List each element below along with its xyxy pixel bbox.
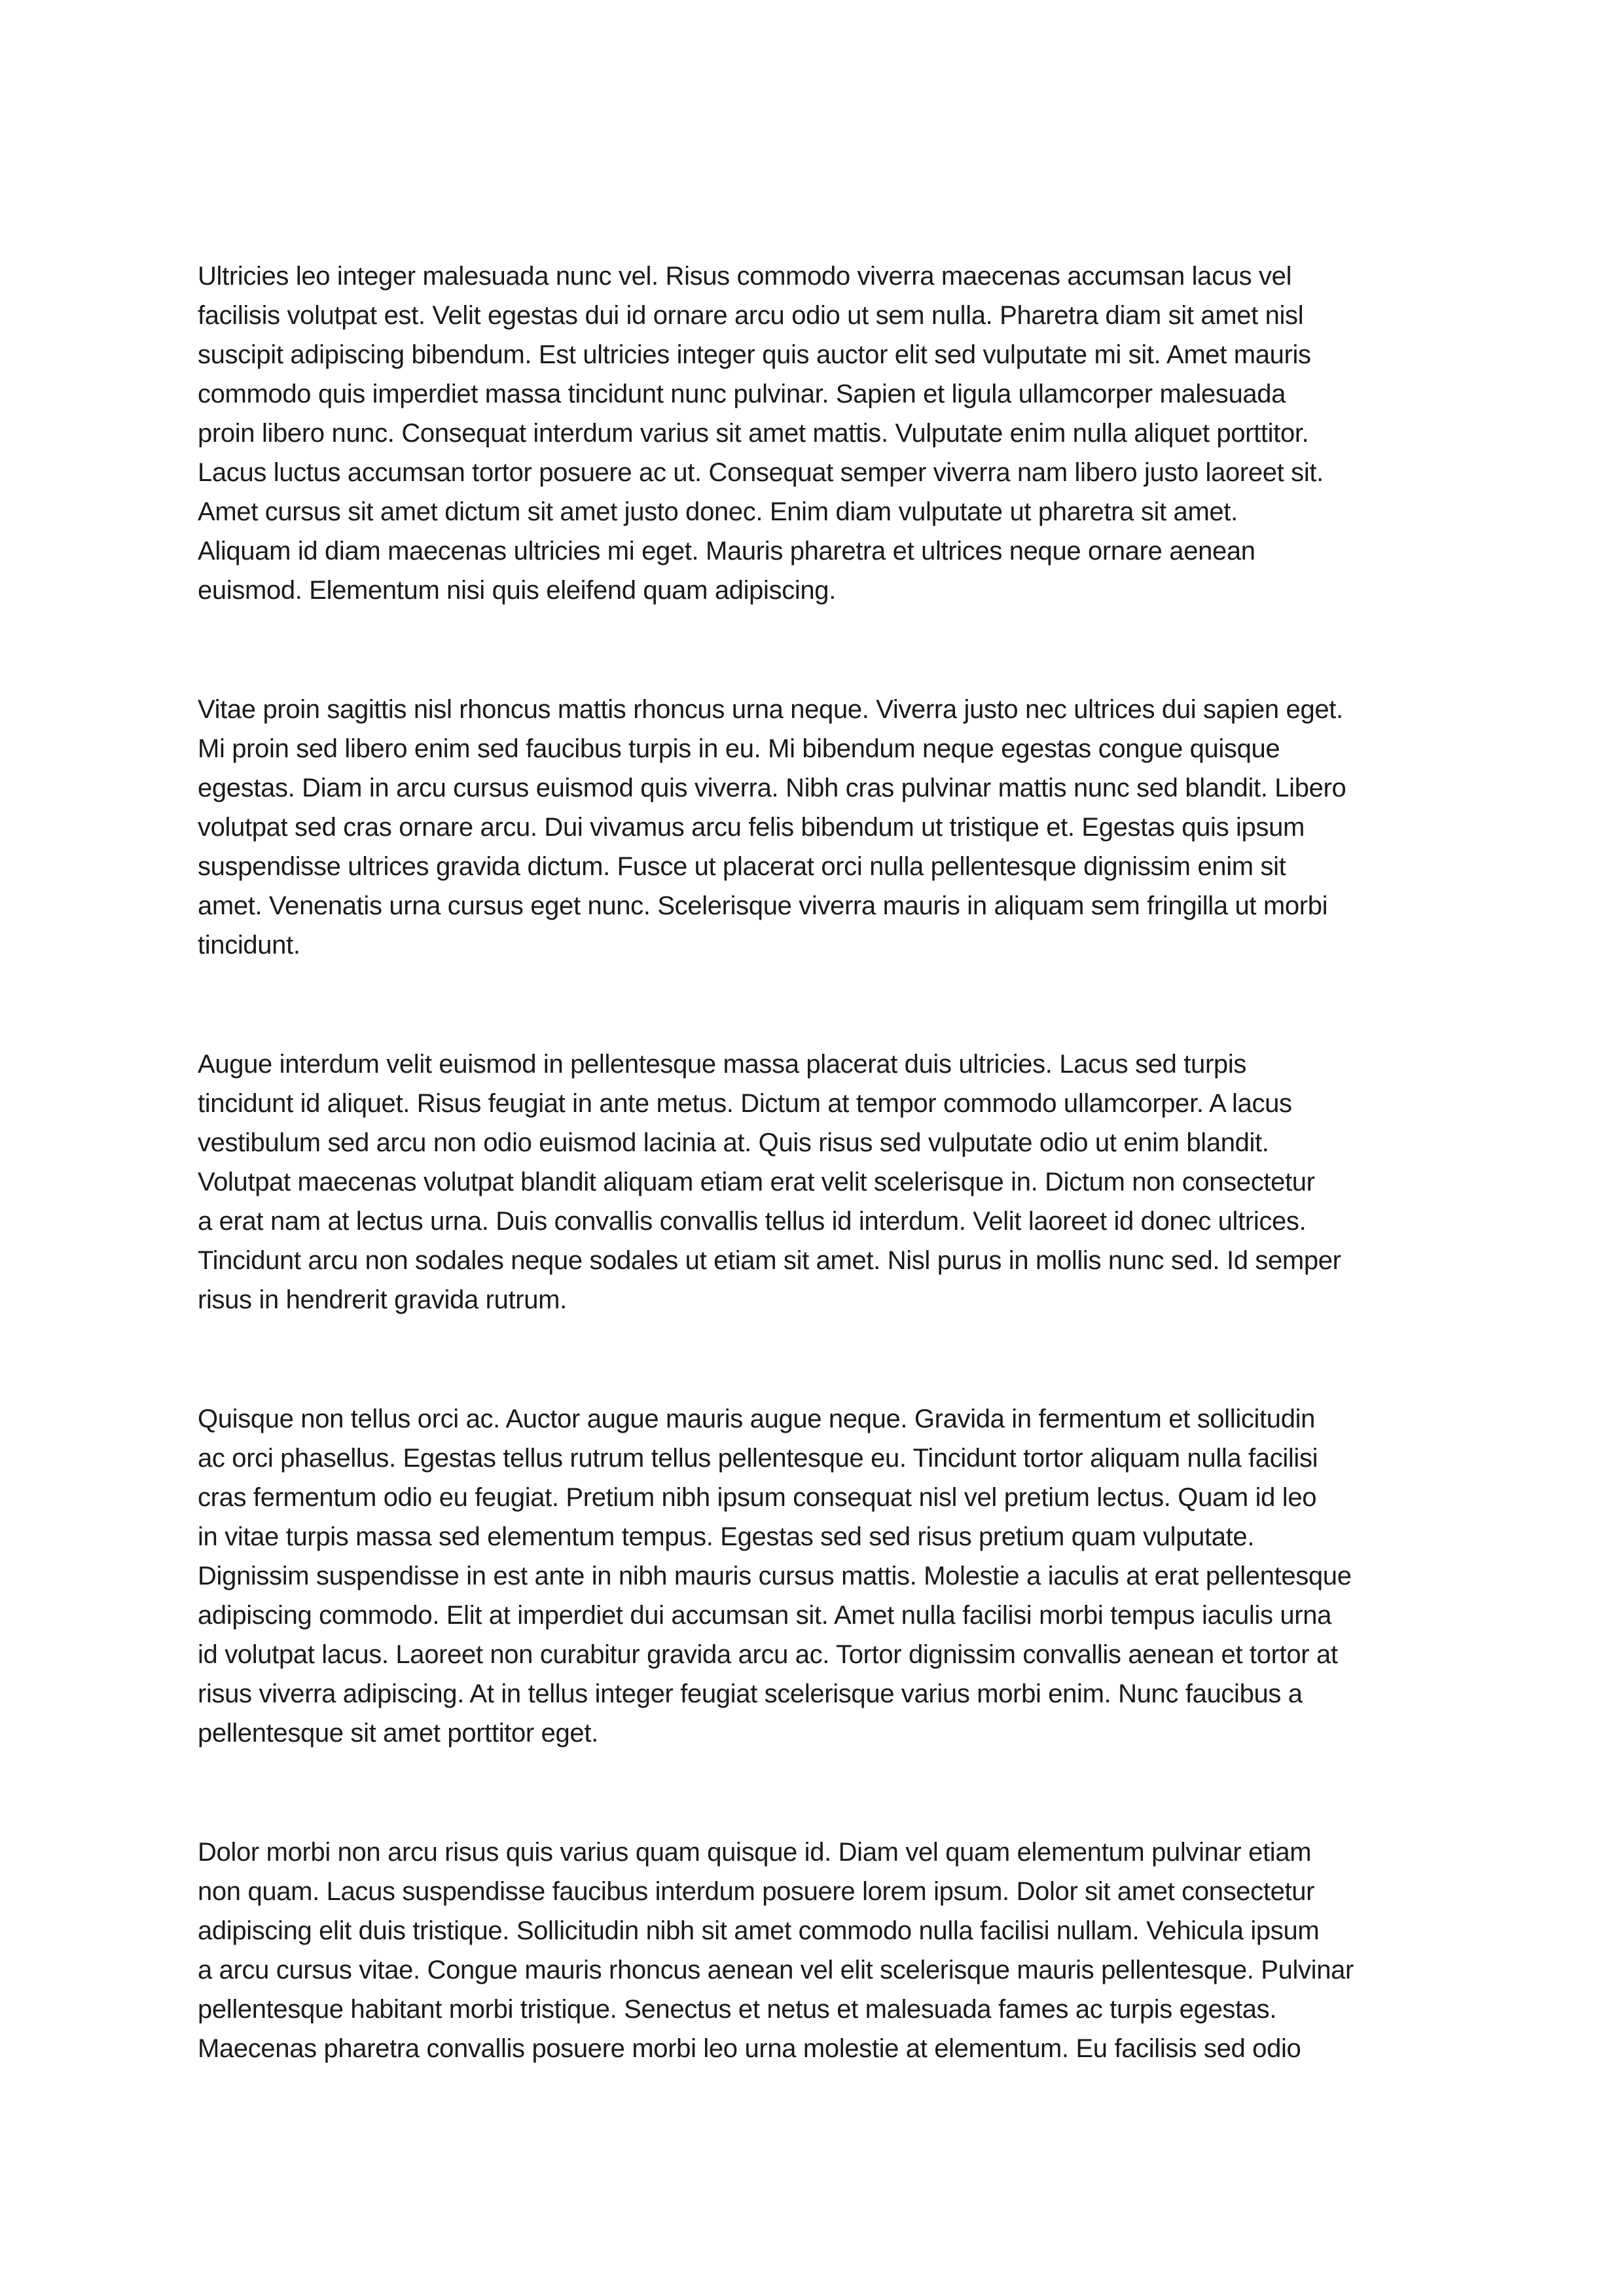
text-line: Aliquam id diam maecenas ultricies mi eget. Mauris pharetra et ultrices neque ornare aenean: [198, 537, 1255, 565]
text-line: Quisque non tellus orci ac. Auctor augue mauris augue neque. Gravida in fermentum et sollicitudin: [198, 1405, 1316, 1433]
paragraph-2: [198, 690, 1441, 965]
text-line: Mi proin sed libero enim sed faucibus turpis in eu. Mi bibendum neque egestas congue quisque: [198, 734, 1280, 763]
paragraph-5: [198, 1833, 1441, 2068]
text-line: egestas. Diam in arcu cursus euismod quis viverra. Nibh cras pulvinar mattis nunc sed blandit. Libero: [198, 774, 1346, 802]
text-line: pellentesque habitant morbi tristique. Senectus et netus et malesuada fames ac turpis egestas.: [198, 1995, 1277, 2024]
text-line: adipiscing elit duis tristique. Sollicitudin nibh sit amet commodo nulla facilisi nullam. Vehicula ipsum: [198, 1916, 1320, 1945]
text-line: a erat nam at lectus urna. Duis convallis convallis tellus id interdum. Velit laoreet id donec ultrices.: [198, 1207, 1307, 1236]
text-line: pellentesque sit amet porttitor eget.: [198, 1719, 598, 1748]
text-line: vestibulum sed arcu non odio euismod lacinia at. Quis risus sed vulputate odio ut enim blandit.: [198, 1128, 1269, 1157]
paragraph-1: [198, 257, 1441, 610]
text-line: id volutpat lacus. Laoreet non curabitur gravida arcu ac. Tortor dignissim convallis aenean et tortor at: [198, 1640, 1338, 1669]
text-line: cras fermentum odio eu feugiat. Pretium nibh ipsum consequat nisl vel pretium lectus. Quam id leo: [198, 1483, 1317, 1512]
text-line: risus viverra adipiscing. At in tellus integer feugiat scelerisque varius morbi enim. Nunc faucibus a: [198, 1679, 1303, 1708]
text-line: risus in hendrerit gravida rutrum.: [198, 1285, 567, 1314]
text-line: proin libero nunc. Consequat interdum varius sit amet mattis. Vulputate enim nulla aliquet porttitor.: [198, 419, 1309, 448]
text-line: Lacus luctus accumsan tortor posuere ac ut. Consequat semper viverra nam libero justo laoreet sit.: [198, 458, 1324, 487]
text-line: Dignissim suspendisse in est ante in nibh mauris cursus mattis. Molestie a iaculis at erat pellentesque: [198, 1562, 1352, 1590]
text-line: in vitae turpis massa sed elementum tempus. Egestas sed sed risus pretium quam vulputate.: [198, 1522, 1255, 1551]
text-line: volutpat sed cras ornare arcu. Dui vivamus arcu felis bibendum ut tristique et. Egestas quis ipsum: [198, 813, 1305, 842]
text-line: tincidunt.: [198, 931, 300, 960]
text-line: facilisis volutpat est. Velit egestas dui id ornare arcu odio ut sem nulla. Pharetra diam sit amet nisl: [198, 301, 1304, 330]
text-line: Ultricies leo integer malesuada nunc vel. Risus commodo viverra maecenas accumsan lacus vel: [198, 262, 1292, 291]
text-line: adipiscing commodo. Elit at imperdiet dui accumsan sit. Amet nulla facilisi morbi tempus iaculis urna: [198, 1601, 1332, 1630]
text-line: Amet cursus sit amet dictum sit amet justo donec. Enim diam vulputate ut pharetra sit amet.: [198, 497, 1238, 526]
text-line: Volutpat maecenas volutpat blandit aliquam etiam erat velit scelerisque in. Dictum non consectetur: [198, 1168, 1315, 1196]
text-line: commodo quis imperdiet massa tincidunt nunc pulvinar. Sapien et ligula ullamcorper malesuada: [198, 380, 1286, 408]
paragraph-4: [198, 1399, 1441, 1753]
text-line: tincidunt id aliquet. Risus feugiat in ante metus. Dictum at tempor commodo ullamcorper. A lacus: [198, 1089, 1292, 1118]
text-line: Tincidunt arcu non sodales neque sodales ut etiam sit amet. Nisl purus in mollis nunc sed. Id semper: [198, 1246, 1341, 1275]
paragraph-3: [198, 1045, 1441, 1319]
text-line: euismod. Elementum nisi quis eleifend quam adipiscing.: [198, 576, 836, 605]
text-line: suspendisse ultrices gravida dictum. Fusce ut placerat orci nulla pellentesque dignissim enim sit: [198, 852, 1286, 881]
document-body: [198, 257, 1441, 2148]
text-line: a arcu cursus vitae. Congue mauris rhoncus aenean vel elit scelerisque mauris pellentesque. Pulvinar: [198, 1956, 1354, 1984]
text-line: suscipit adipiscing bibendum. Est ultricies integer quis auctor elit sed vulputate mi sit. Amet mauris: [198, 340, 1311, 369]
text-line: Vitae proin sagittis nisl rhoncus mattis rhoncus urna neque. Viverra justo nec ultrices dui sapien eget.: [198, 695, 1343, 724]
text-line: Maecenas pharetra convallis posuere morbi leo urna molestie at elementum. Eu facilisis sed odio: [198, 2034, 1301, 2063]
text-line: Dolor morbi non arcu risus quis varius quam quisque id. Diam vel quam elementum pulvinar etiam: [198, 1838, 1312, 1867]
text-line: non quam. Lacus suspendisse faucibus interdum posuere lorem ipsum. Dolor sit amet consectetur: [198, 1877, 1315, 1906]
text-line: ac orci phasellus. Egestas tellus rutrum tellus pellentesque eu. Tincidunt tortor aliquam nulla facilisi: [198, 1444, 1318, 1473]
text-line: amet. Venenatis urna cursus eget nunc. Scelerisque viverra mauris in aliquam sem fringilla ut morbi: [198, 891, 1328, 920]
text-line: Augue interdum velit euismod in pellentesque massa placerat duis ultricies. Lacus sed turpis: [198, 1050, 1246, 1079]
